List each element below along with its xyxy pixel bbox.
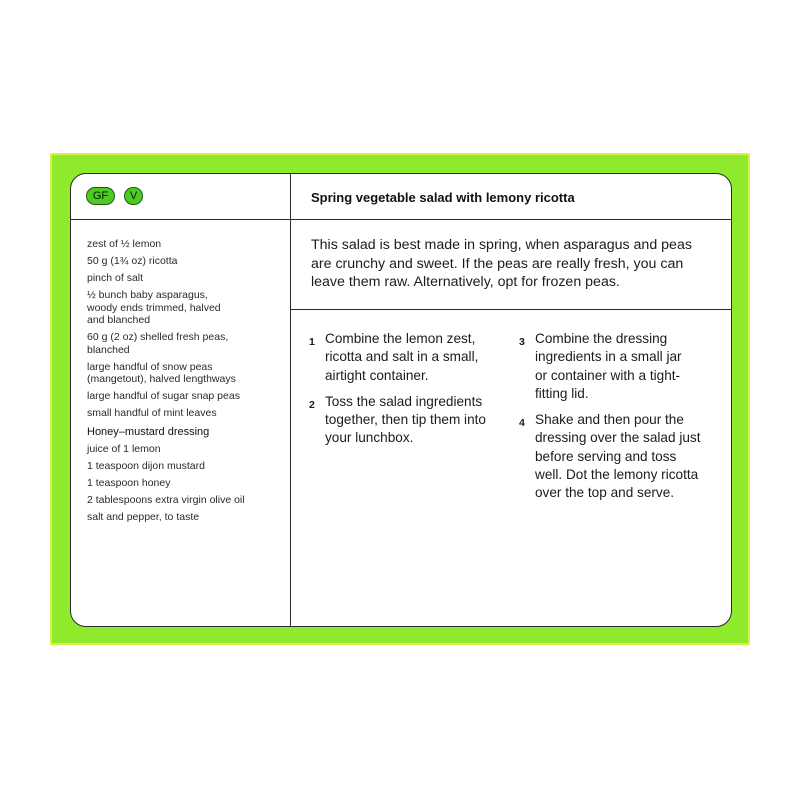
- dressing-item: 1 teaspoon dijon mustard: [87, 459, 205, 472]
- step-number: 3: [519, 336, 525, 348]
- recipe-title: Spring vegetable salad with lemony ricotta: [311, 190, 575, 205]
- method-step: [309, 393, 509, 448]
- method-step: [309, 330, 509, 385]
- ingredient-item: small handful of mint leaves: [87, 407, 217, 419]
- recipe-card: [70, 173, 732, 627]
- recipe-card-frame: [50, 153, 750, 645]
- recipe-intro: This salad is best made in spring, when asparagus and peas are crunchy and sweet. If the peas are really fresh, you can leave them raw. Alternatively, opt for frozen peas.: [311, 237, 692, 290]
- dressing-item: salt and pepper, to taste: [87, 510, 200, 523]
- ingredients-list: [87, 238, 282, 528]
- dressing-item: juice of 1 lemon: [87, 442, 161, 455]
- vegetarian-badge: V: [124, 187, 143, 205]
- header-divider: [71, 219, 731, 220]
- ingredient-item: 50 g (1¾ oz) ricotta: [87, 255, 178, 267]
- diet-badges: [86, 187, 143, 205]
- step-number: 2: [309, 398, 315, 411]
- column-divider: [290, 174, 291, 626]
- method-column-1: [309, 330, 509, 456]
- dressing-item: 2 tablespoons extra virgin olive oil: [87, 493, 245, 506]
- step-text: Shake and then pour the dressing over the salad just before serving and toss well. Dot the lemony ricotta over the top and serve.: [535, 412, 701, 501]
- ingredient-item: pinch of salt: [87, 272, 144, 284]
- gluten-free-badge: GF: [86, 187, 115, 205]
- step-text: Combine the lemon zest, ricotta and salt in a small, airtight container.: [325, 331, 479, 383]
- ingredient-item: zest of ½ lemon: [87, 238, 162, 250]
- step-number: 1: [309, 336, 315, 348]
- ingredient-item: large handful of snow peas (mangetout), halved lengthways: [87, 360, 236, 385]
- ingredient-item: large handful of sugar snap peas: [87, 390, 240, 402]
- ingredient-item: 60 g (2 oz) shelled fresh peas, blanched: [87, 331, 229, 356]
- ingredient-item: ½ bunch baby asparagus, woody ends trimmed, halved and blanched: [87, 289, 221, 326]
- dressing-item: 1 teaspoon honey: [87, 476, 171, 489]
- step-number: 4: [519, 417, 525, 430]
- step-text: Combine the dressing ingredients in a small jar or container with a tight-fitting lid.: [535, 331, 682, 401]
- step-text: Toss the salad ingredients together, then tip them into your lunchbox.: [325, 393, 486, 446]
- method-column-2: [519, 330, 714, 511]
- method-step: [519, 411, 714, 502]
- method-step: [519, 330, 714, 403]
- intro-divider: [291, 309, 731, 310]
- dressing-heading: Honey–mustard dressing: [87, 425, 210, 438]
